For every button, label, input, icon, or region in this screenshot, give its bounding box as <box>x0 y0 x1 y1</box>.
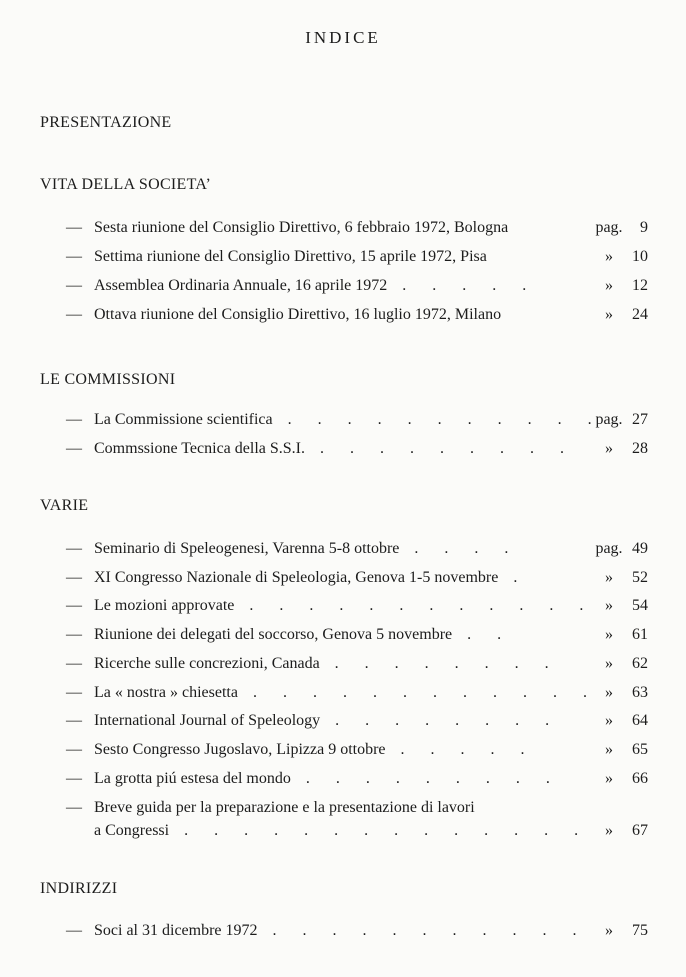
entry-dash: — <box>66 597 82 614</box>
entry-dash: — <box>66 626 82 643</box>
page-number: 64 <box>632 712 648 729</box>
page-number: 61 <box>632 626 648 643</box>
entry-dash: — <box>66 540 82 557</box>
leader-dots: . . . . . . . . . <box>290 770 561 787</box>
page-marker: pag. <box>595 411 623 428</box>
entry-title: International Journal of Speleology . . . . . . . . <box>94 712 561 729</box>
leader-dots: . . . . . . . . . . . . <box>237 684 598 701</box>
leader-dots: . . <box>452 626 513 643</box>
page-number: 67 <box>632 822 648 839</box>
page-marker: » <box>605 626 613 643</box>
entry-title: Sesto Congresso Jugoslavo, Lipizza 9 ottobre . . . . . <box>94 741 536 758</box>
page-marker: » <box>605 770 613 787</box>
page-marker: pag. <box>595 540 623 557</box>
page-number: 49 <box>632 540 648 557</box>
page-marker: » <box>605 684 613 701</box>
page-number: 54 <box>632 597 648 614</box>
entry-title: Settima riunione del Consiglio Direttivo, 15 aprile 1972, Pisa <box>94 248 487 265</box>
entry-dash: — <box>66 770 82 787</box>
leader-dots: . . . . . . . . . . . <box>272 411 603 428</box>
leader-dots: . . . . . . . . <box>320 712 561 729</box>
leader-dots: . . . . <box>399 540 520 557</box>
page-marker: » <box>605 248 613 265</box>
page-marker: » <box>605 569 613 586</box>
page-number: 75 <box>632 922 648 939</box>
leader-dots: . . . . . <box>387 277 538 294</box>
leader-dots: . . . . . . . . . . . <box>257 922 588 939</box>
entry-title: La Commissione scientifica . . . . . . . . . . . <box>94 411 603 428</box>
entry-dash: — <box>66 799 82 816</box>
page-number: 24 <box>632 306 648 323</box>
leader-dots: . . . . . <box>385 741 536 758</box>
section-le-commissioni: LE COMMISSIONI <box>40 371 176 388</box>
entry-dash: — <box>66 411 82 428</box>
entry-dash: — <box>66 922 82 939</box>
page-marker: » <box>605 277 613 294</box>
entry-dash: — <box>66 440 82 457</box>
page-marker: » <box>605 597 613 614</box>
entry-dash: — <box>66 248 82 265</box>
entry-dash: — <box>66 684 82 701</box>
page-marker: pag. <box>595 219 623 236</box>
entry-title: Le mozioni approvate . . . . . . . . . . . . <box>94 597 595 614</box>
entry-title: Ricerche sulle concrezioni, Canada . . . . . . . . <box>94 655 560 672</box>
page-number: 62 <box>632 655 648 672</box>
entry-title: Breve guida per la preparazione e la presentazione di lavori <box>94 799 475 816</box>
page-marker: » <box>605 306 613 323</box>
entry-title: XI Congresso Nazionale di Speleologia, Genova 1-5 novembre . <box>94 569 529 586</box>
entry-dash: — <box>66 655 82 672</box>
entry-title: Commssione Tecnica della S.S.I. . . . . . . . . . <box>94 440 575 457</box>
page-number: 27 <box>632 411 648 428</box>
page-marker: » <box>605 741 613 758</box>
page-marker: » <box>605 655 613 672</box>
leader-dots: . . . . . . . . . . . . . . <box>169 822 590 839</box>
leader-dots: . <box>498 569 529 586</box>
leader-dots: . . . . . . . . . . . . <box>234 597 595 614</box>
page-number: 28 <box>632 440 648 457</box>
section-vita-della-societa: VITA DELLA SOCIETA’ <box>40 176 212 193</box>
page-marker: » <box>605 440 613 457</box>
entry-title: Assemblea Ordinaria Annuale, 16 aprile 1972 . . . . . <box>94 277 538 294</box>
entry-title: Ottava riunione del Consiglio Direttivo, 16 luglio 1972, Milano <box>94 306 502 323</box>
entry-dash: — <box>66 219 82 236</box>
page-marker: » <box>605 712 613 729</box>
page-marker: » <box>605 822 613 839</box>
section-presentazione: PRESENTAZIONE <box>40 114 172 131</box>
entry-dash: — <box>66 277 82 294</box>
entry-dash: — <box>66 741 82 758</box>
entry-title: a Congressi . . . . . . . . . . . . . . <box>94 822 590 839</box>
page-number: 66 <box>632 770 648 787</box>
entry-title: Seminario di Speleogenesi, Varenna 5-8 ottobre . . . . <box>94 540 520 557</box>
entry-title: Soci al 31 dicembre 1972 . . . . . . . . . . . <box>94 922 588 939</box>
page-title: INDICE <box>305 28 381 47</box>
entry-dash: — <box>66 569 82 586</box>
section-varie: VARIE <box>40 497 89 514</box>
page-number: 9 <box>640 219 648 236</box>
entry-dash: — <box>66 712 82 729</box>
page-marker: » <box>605 922 613 939</box>
page-number: 63 <box>632 684 648 701</box>
entry-dash: — <box>66 306 82 323</box>
leader-dots: . . . . . . . . . <box>305 440 575 457</box>
page-number: 12 <box>632 277 648 294</box>
entry-title: La « nostra » chiesetta . . . . . . . . . . . . <box>94 684 598 701</box>
page-number: 65 <box>632 741 648 758</box>
section-indirizzi: INDIRIZZI <box>40 880 118 897</box>
page-number: 52 <box>632 569 648 586</box>
entry-title: Sesta riunione del Consiglio Direttivo, 6 febbraio 1972, Bologna <box>94 219 509 236</box>
leader-dots: . . . . . . . . <box>319 655 560 672</box>
entry-title: Riunione dei delegati del soccorso, Genova 5 novembre . . <box>94 626 513 643</box>
page-number: 10 <box>632 248 648 265</box>
entry-title: La grotta piú estesa del mondo . . . . . . . . . <box>94 770 561 787</box>
